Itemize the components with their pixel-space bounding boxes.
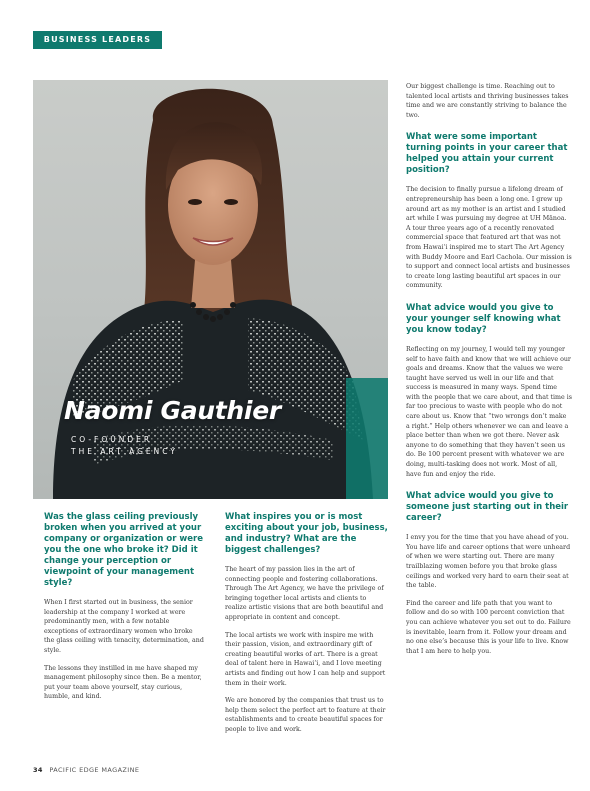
answer-paragraph: Reflecting on my journey, I would tell my younger self to have faith and know that we will achieve our goals and dreams. Know that the values we were taught have served us well in our life and that success is measured in many ways. Spend time with the people that we care about, and that time is far too precious to waste with people who do not care about us. Know that “two wrongs don’t make a right.” Help others whenever we can and leave a place better than when we got there. Never ask anyone to do something that they haven’t seen us do. Be 100 percent present with whatever we are doing, multi-tasking does not work. Most of all, have fun and enjoy the ride.: [406, 345, 573, 478]
question-glass-ceiling: Was the glass ceiling previously broken when you arrived at your company or organization or were you the one who broke it? Did it change your perception or viewpoint of your management style?: [44, 512, 203, 588]
answer-paragraph: The heart of my passion lies in the art of connecting people and fostering collaborations. Through The Art Agency, we have the privilege of bringing together local artists and clients to realize artistic visions that are both beautiful and appropriate in content and concept.: [225, 566, 384, 621]
answer-paragraph: The lessons they instilled in me have shaped my management philosophy since then. Be a mentor, put your team above yourself, stay curious, humble, and kind.: [44, 664, 202, 701]
column-2: [225, 512, 389, 735]
answer-paragraph: When I first started out in business, the senior leadership at the company I worked at were predominantly men, with a few notable exceptions of extraordinary women who broke the glass ceiling with tenacity, determination, and style.: [44, 599, 204, 654]
answer-paragraph: I envy you for the time that you have ahead of you. You have life and career options that were unheard of when we were starting out. There are many trailblazing women before you that broke glass ceilings and worked very hard to earn their seat at the table.: [406, 534, 571, 590]
page-number: 34: [33, 766, 43, 774]
answer-paragraph: The decision to finally pursue a lifelong dream of entrepreneurship has been a long one. I grew up around art as my mother is an artist and I studied art while I was pursuing my degree at UH Mānoa. A tour three years ago of a recently renovated commercial space that featured art that was not from Hawai‘i inspired me to start The Art Agency with Buddy Moore and Earl Cachola. Our mission is to support and connect local artists and businesses to create long lasting beautiful art spaces in our community.: [406, 186, 572, 290]
question-inspiration: What inspires you or is most exciting about your job, business, and industry? What are the biggest challenges?: [225, 512, 388, 555]
answer-paragraph: The local artists we work with inspire me with their passion, vision, and extraordinary gift of creating beautiful works of art. There is a great deal of talent here in Hawai‘i, and I love meeting artists and finding out how I can help and support them in their work.: [225, 631, 386, 687]
column-3: [406, 82, 572, 656]
profile-name: Naomi Gauthier: [64, 396, 281, 425]
column-1: [44, 512, 204, 702]
answer-paragraph: Find the career and life path that you want to follow and do so with 100 percent conviction that you can achieve whatever you set out to do. Failure is inevitable, learn from it. Follow your dream and no one else’s because this is your life to live. Know that I am here to help you.: [406, 599, 571, 655]
magazine-name: PACIFIC EDGE MAGAZINE: [49, 766, 140, 774]
profile-role-company: THE ART AGENCY: [71, 447, 178, 456]
answer-paragraph: Our biggest challenge is time. Reaching out to talented local artists and thriving businesses takes time and we are constantly striving to balance the two.: [406, 83, 569, 119]
question-turning-points: What were some important turning points in your career that helped you attain your current position?: [406, 132, 568, 176]
question-advice-younger-self: What advice would you give to your younger self knowing what you know today?: [406, 302, 561, 335]
answer-paragraph: We are honored by the companies that trust us to help them select the perfect art to feature at their establishments and to create beautiful spaces for people to live and work.: [225, 697, 386, 733]
question-advice-starting-out: What advice would you give to someone just starting out in their career?: [406, 491, 569, 524]
teal-accent-strip: [346, 378, 388, 499]
section-tag: BUSINESS LEADERS Q&A: [33, 31, 162, 49]
profile-role-title: CO-FOUNDER: [71, 435, 153, 444]
portrait-photo: [33, 80, 388, 499]
page-footer: [33, 766, 139, 774]
